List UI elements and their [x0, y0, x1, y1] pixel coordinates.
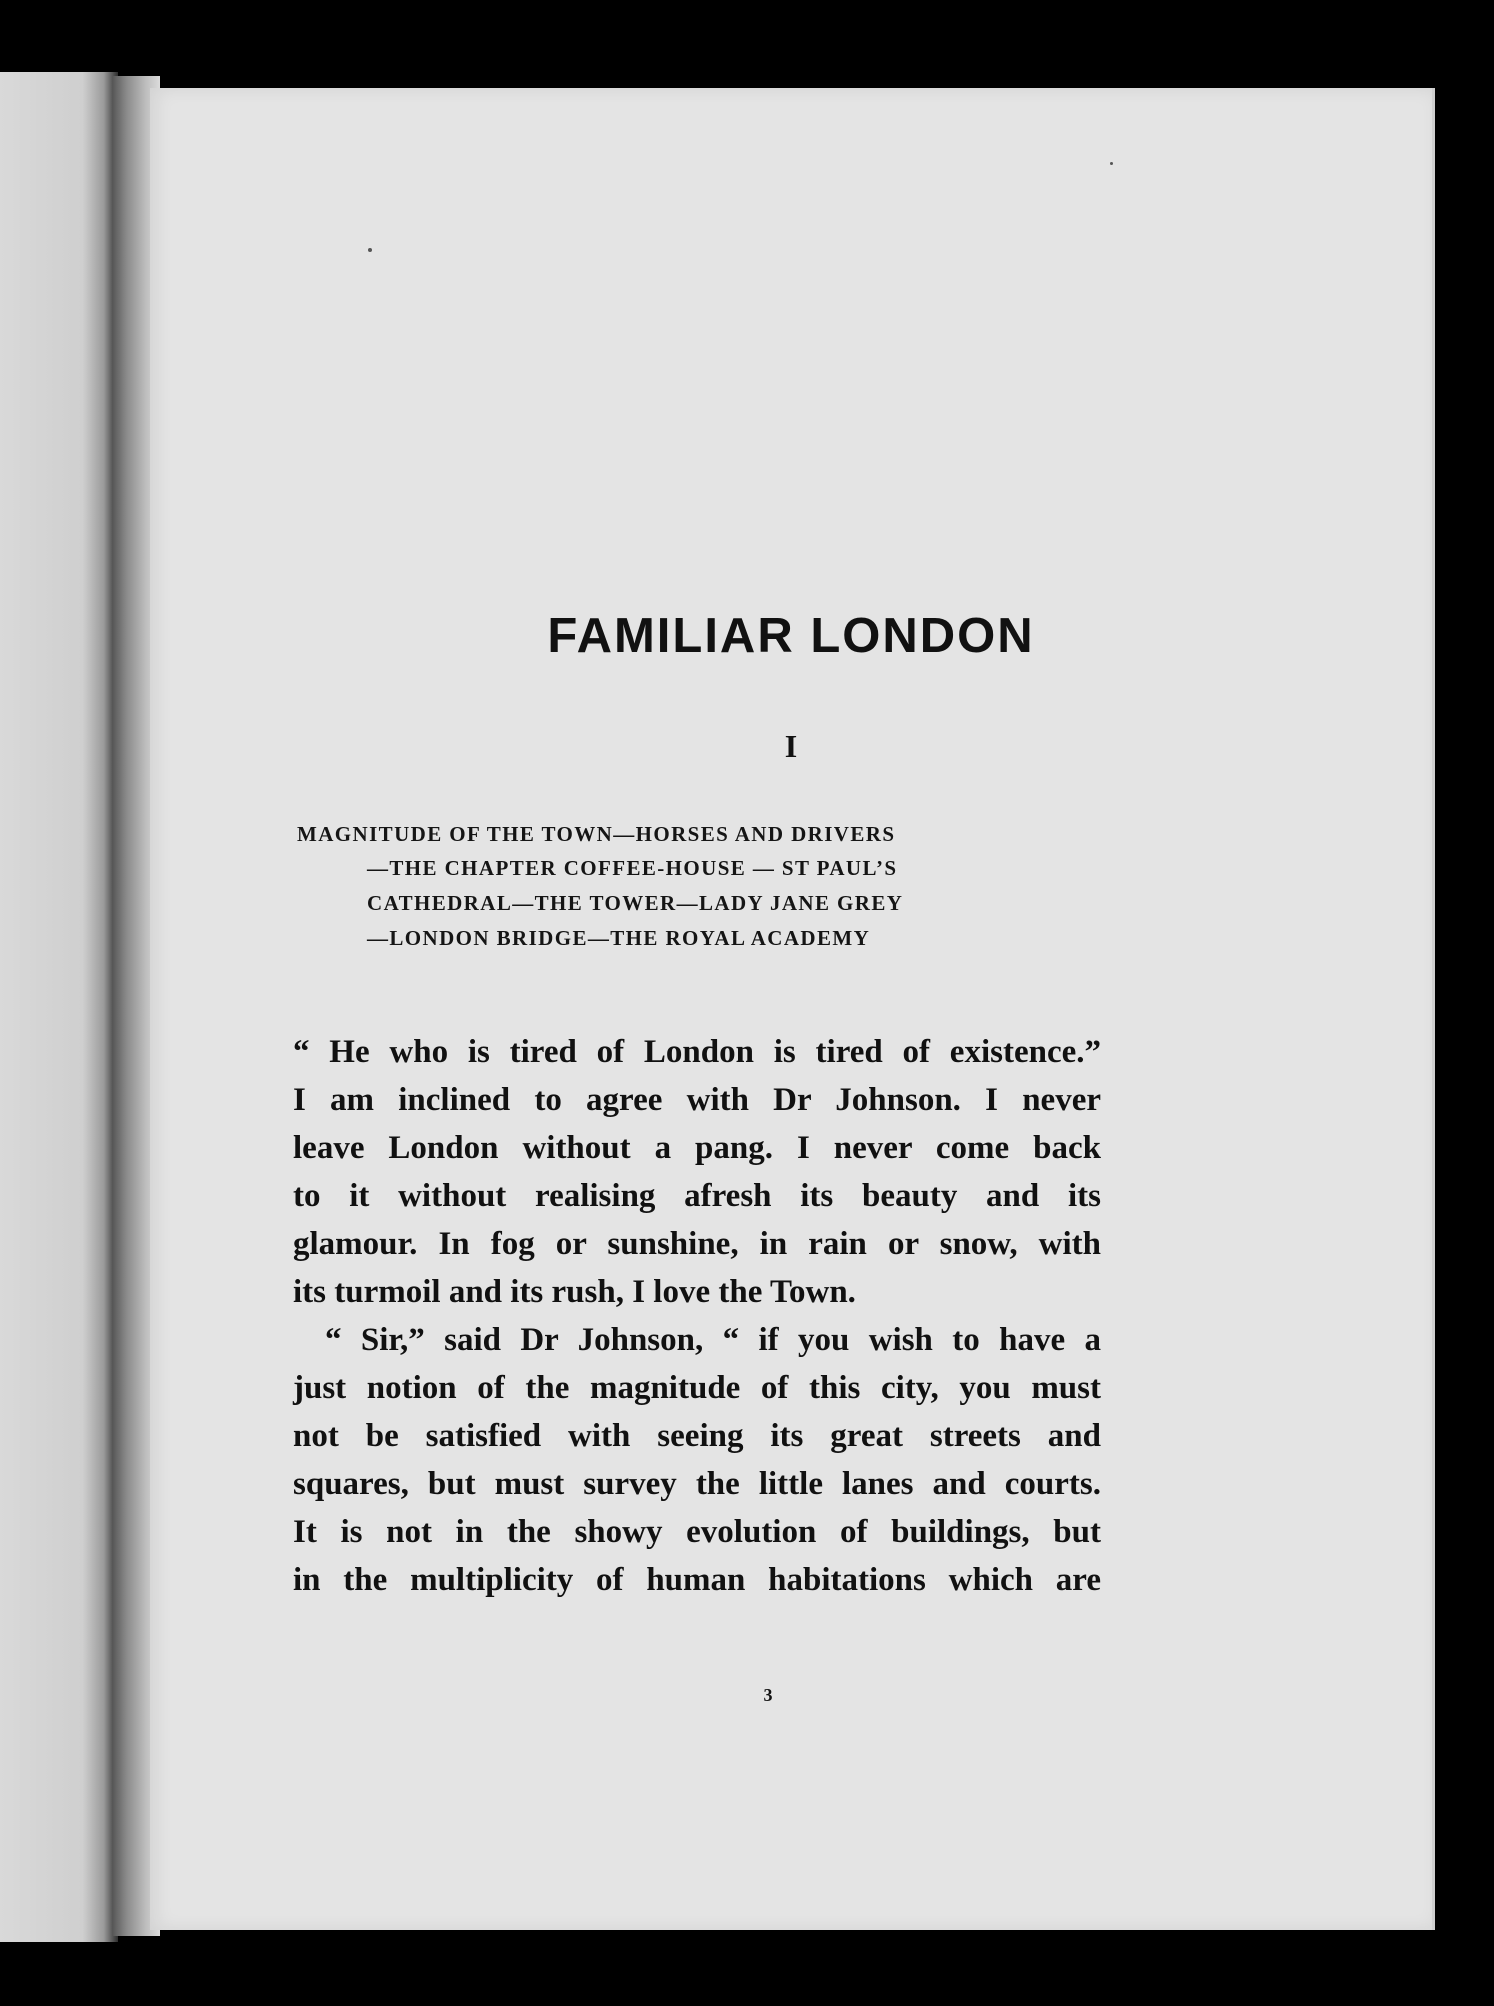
paragraph-2-line: in the multiplicity of human habitations which are [293, 1562, 1101, 1598]
paper-speck [368, 248, 372, 252]
paragraph-2-line: squares, but must survey the little lanes and courts. [293, 1466, 1101, 1502]
chapter-summary-line: CATHEDRAL—THE TOWER—LADY JANE GREY [367, 891, 904, 915]
book-title: FAMILIAR LONDON [547, 609, 1035, 663]
book-page [150, 88, 1435, 1930]
chapter-number: I [784, 728, 798, 764]
paragraph-1-line: to it without realising afresh its beauty and its [293, 1178, 1101, 1214]
paragraph-2-line: It is not in the showy evolution of buildings, but [293, 1514, 1101, 1550]
paper-speck [1110, 162, 1113, 165]
chapter-summary-line: —THE CHAPTER COFFEE-HOUSE — ST PAUL’S [367, 856, 898, 880]
paragraph-2-line: just notion of the magnitude of this city, you must [293, 1370, 1101, 1406]
paragraph-1-line: its turmoil and its rush, I love the Town. [293, 1274, 856, 1310]
page-number: 3 [763, 1685, 773, 1705]
chapter-summary-line: MAGNITUDE OF THE TOWN—HORSES AND DRIVERS [297, 822, 896, 846]
paragraph-1-line: I am inclined to agree with Dr Johnson. I never [293, 1082, 1101, 1118]
paragraph-1-line: glamour. In fog or sunshine, in rain or snow, with [293, 1226, 1101, 1262]
paragraph-1-line: “ He who is tired of London is tired of existence.” [293, 1034, 1101, 1070]
chapter-summary-line: —LONDON BRIDGE—THE ROYAL ACADEMY [367, 926, 871, 950]
paragraph-1-line: leave London without a pang. I never come back [293, 1130, 1101, 1166]
facing-page-edge [0, 72, 118, 1942]
paragraph-2-line: not be satisfied with seeing its great streets and [293, 1418, 1101, 1454]
paragraph-2-line: “ Sir,” said Dr Johnson, “ if you wish to have a [325, 1322, 1101, 1358]
